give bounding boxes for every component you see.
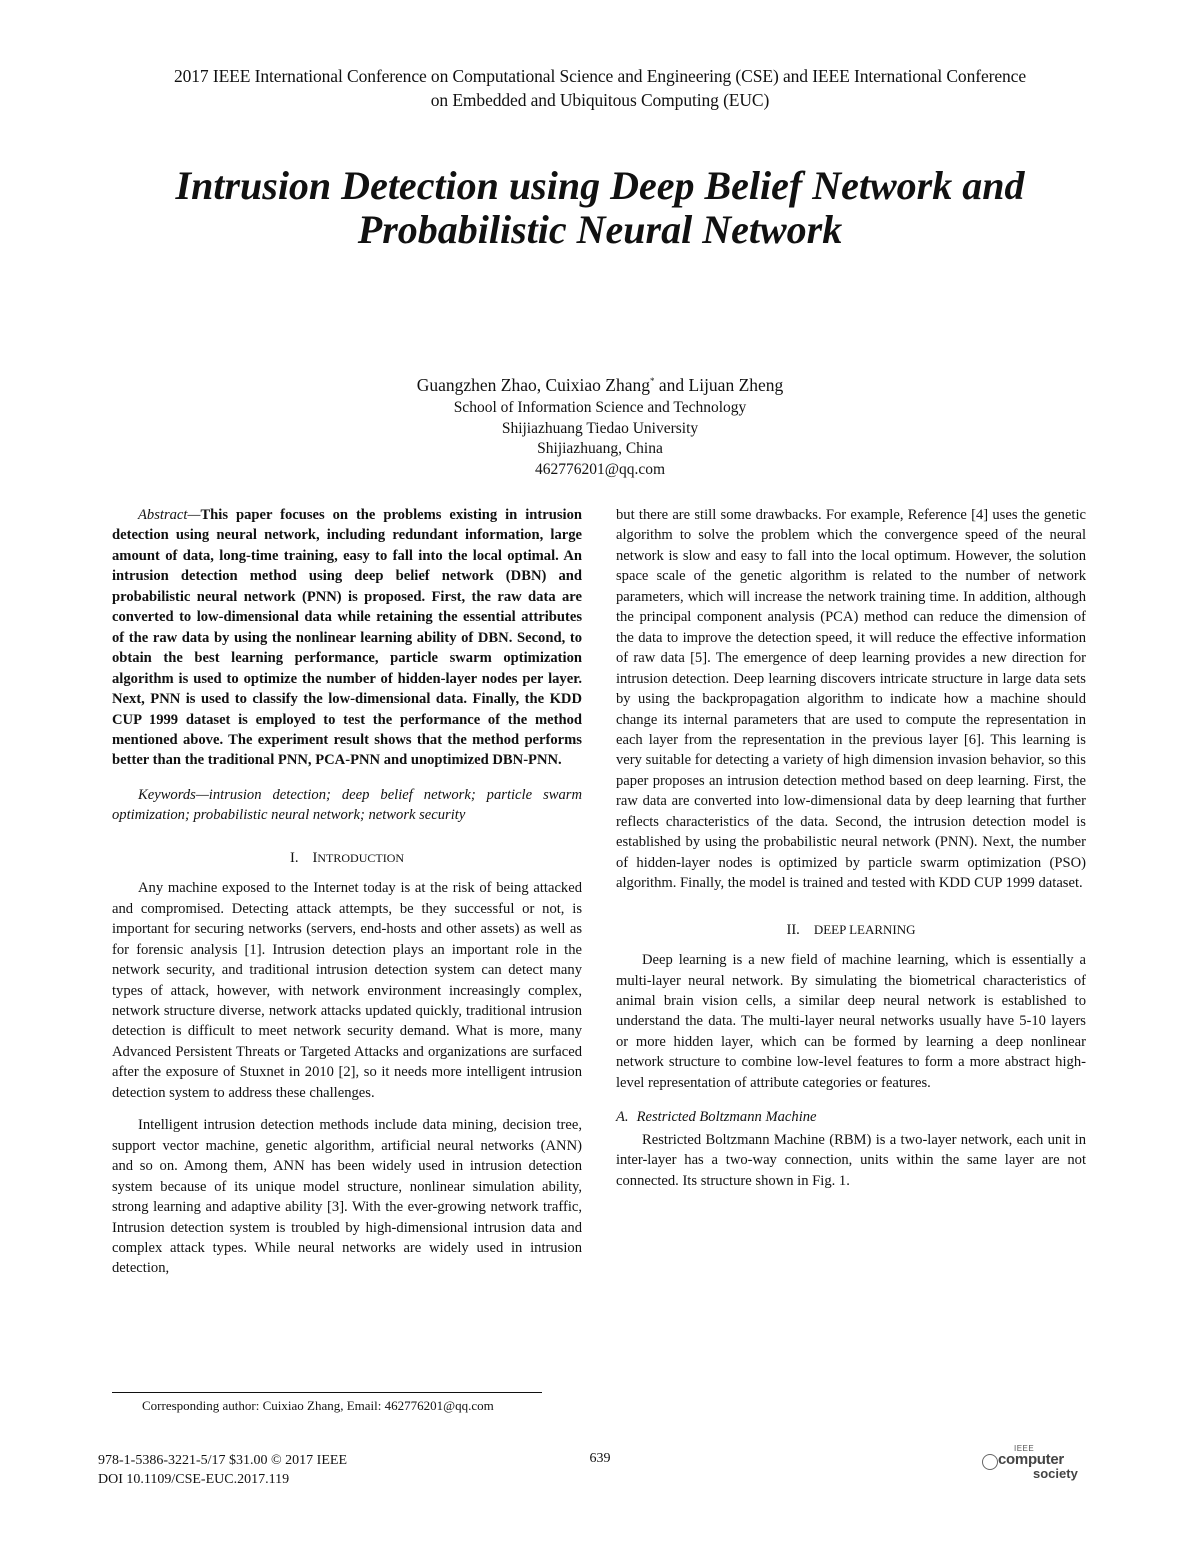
author-names-a: Guangzhen Zhao, Cuixiao Zhang <box>416 374 650 395</box>
subsection-a-heading <box>616 1107 1086 1127</box>
section-2-heading <box>616 920 1086 940</box>
section-1-title-first: I <box>312 849 318 866</box>
author-email: 462776201@qq.com <box>534 461 666 479</box>
isbn-line: 978-1-5386-3221-5/17 $31.00 © 2017 IEEE <box>98 1453 347 1468</box>
deep-learning-paragraph: Deep learning is a new field of machine learning, which is essentially a multi-layer neural network. By simulating the biometrical characteristics of animal brain vision cells, a similar deep neural network is established to understand the data. The multi-layer neural networks usually have 5-10 layers or more hidden layer, which can be formed by learning a deep nonlinear network structure to combine low-level features to form a more abstract high-level representation of attribute categories or features. <box>616 952 1086 1091</box>
doi-line: DOI 10.1109/CSE-EUC.2017.119 <box>98 1472 290 1487</box>
paper-title <box>60 164 1140 252</box>
subsection-a-number: A. <box>616 1109 629 1126</box>
corresponding-author-footnote: Corresponding author: Cuixiao Zhang, Email: 462776201@qq.com <box>142 1398 494 1413</box>
logo-ieee-text: IEEE <box>1014 1444 1035 1453</box>
abstract-label: Abstract— <box>138 507 201 523</box>
right-column <box>616 505 1086 1191</box>
ieee-computer-society-logo <box>978 1444 1088 1490</box>
section-2-title: DEEP LEARNING <box>813 921 916 937</box>
title-line-2: Probabilistic Neural Network <box>357 207 843 252</box>
logo-mark-icon <box>982 1454 998 1470</box>
footer-identifiers <box>98 1451 347 1489</box>
affiliation-city: Shijiazhuang, China <box>537 440 663 458</box>
keywords: Keywords—intrusion detection; deep belief network; particle swarm optimization; probabilistic neural network; network security <box>112 786 582 824</box>
section-1-title-rest: NTRODUCTION <box>317 850 405 865</box>
logo-society-text: society <box>1033 1466 1078 1481</box>
author-list <box>200 370 1000 396</box>
conference-header <box>60 64 1140 112</box>
affiliation-block <box>200 398 1000 481</box>
rbm-paragraph: Restricted Boltzmann Machine (RBM) is a two-layer network, each unit in inter-layer has a two-way connection, units within the same layer are not connected. Its structure shown in Fig. 1. <box>616 1131 1086 1189</box>
section-1-number: I. <box>289 849 299 866</box>
section-2-number: II. <box>786 921 800 938</box>
conference-line-2: on Embedded and Ubiquitous Computing (EUC) <box>430 90 770 110</box>
abstract <box>112 505 582 771</box>
corresponding-mark: * <box>650 376 655 386</box>
intro-paragraph-3: but there are still some drawbacks. For example, Reference [4] uses the genetic algorithm to solve the problem which the convergence speed of the neural network is slow and easy to fall into the local optimum. However, the solution space scale of the genetic algorithm is related to the number of network parameters, which will increase the network training time. In addition, although the principal component analysis (PCA) method can reduce the dimension of the data to improve the detection speed, it will reduce the effective information of raw data [5]. The emergence of deep learning provides a new direction for intrusion detection. Deep learning discovers intricate structure in large data sets by using the backpropagation algorithm to indicate how a machine should change its internal parameters that are used to compute the representation in each layer from the representation in the previous layer [6]. This learning is very suitable for detecting a variety of high dimension invasion behavior, so this paper proposes an intrusion detection method based on deep learning. First, the raw data are converted into low-dimensional data by deep learning that further reflects characteristics of the data. Second, the intrusion detection model is established by using the probabilistic neural network (PNN). Next, the number of hidden-layer nodes is optimized by particle swarm optimization (PSO) algorithm. Finally, the model is trained and tested with KDD CUP 1999 dataset. <box>616 507 1086 892</box>
affiliation-school: School of Information Science and Technology <box>453 399 747 416</box>
conference-line-1: 2017 IEEE International Conference on Computational Science and Engineering (CSE) and IEEE International Conference <box>173 66 1027 86</box>
page-number: 639 <box>589 1451 611 1466</box>
logo-computer-text: computer <box>998 1451 1064 1468</box>
title-line-1: Intrusion Detection using Deep Belief Network and <box>175 163 1025 208</box>
abstract-text: This paper focuses on the problems existing in intrusion detection using neural network, including redundant information, large amount of data, long-time training, easy to fall into the local optimal. An intrusion detection method using deep belief network (DBN) and probabilistic neural network (PNN) is proposed. First, the raw data are converted to low-dimensional data while retaining the essential attributes of the raw data by using the nonlinear learning ability of DBN. Second, to obtain the best learning performance, particle swarm optimization algorithm is used to optimize the number of hidden-layer nodes per layer. Next, PNN is used to classify the low-dimensional data. Finally, the KDD CUP 1999 dataset is employed to test the performance of the method mentioned above. The experiment result shows that the method performs better than the traditional PNN, PCA-PNN and unoptimized DBN-PNN. <box>112 507 582 769</box>
affiliation-university: Shijiazhuang Tiedao University <box>501 419 699 437</box>
intro-paragraph-2: Intelligent intrusion detection methods include data mining, decision tree, support vector machine, genetic algorithm, artificial neural networks (ANN) and so on. Among them, ANN has been widely used in intrusion detection system because of its unique model structure, nonlinear simulation ability, strong learning and adaptive ability [3]. With the ever-growing network traffic, Intrusion detection system is troubled by high-dimensional intrusion data and complex attack types. While neural networks are widely used in intrusion detection, <box>112 1117 582 1277</box>
subsection-a-title: Restricted Boltzmann Machine <box>636 1109 817 1126</box>
left-column <box>112 505 582 1279</box>
author-names-b: and Lijuan Zheng <box>654 374 784 395</box>
footnote-divider <box>112 1392 542 1393</box>
intro-paragraph-1: Any machine exposed to the Internet today is at the risk of being attacked and compromised. Detecting attack attempts, be they successful or not, is important for securing networks (servers, end-hosts and other assets) as well as for forensic analysis [1]. Intrusion detection plays an important role in the network security, and traditional intrusion detection system can detect many types of attack, however, with network environment increasingly complex, network structure diverse, network attacks updated quickly, traditional intrusion detection is difficult to meet network security demand. What is more, many Advanced Persistent Threats or Targeted Attacks and organizations are surfaced after the exposure of Stuxnet in 2010 [2], so it needs more intelligent intrusion detection system to address these challenges. <box>112 880 582 1101</box>
section-1-heading <box>112 848 582 868</box>
